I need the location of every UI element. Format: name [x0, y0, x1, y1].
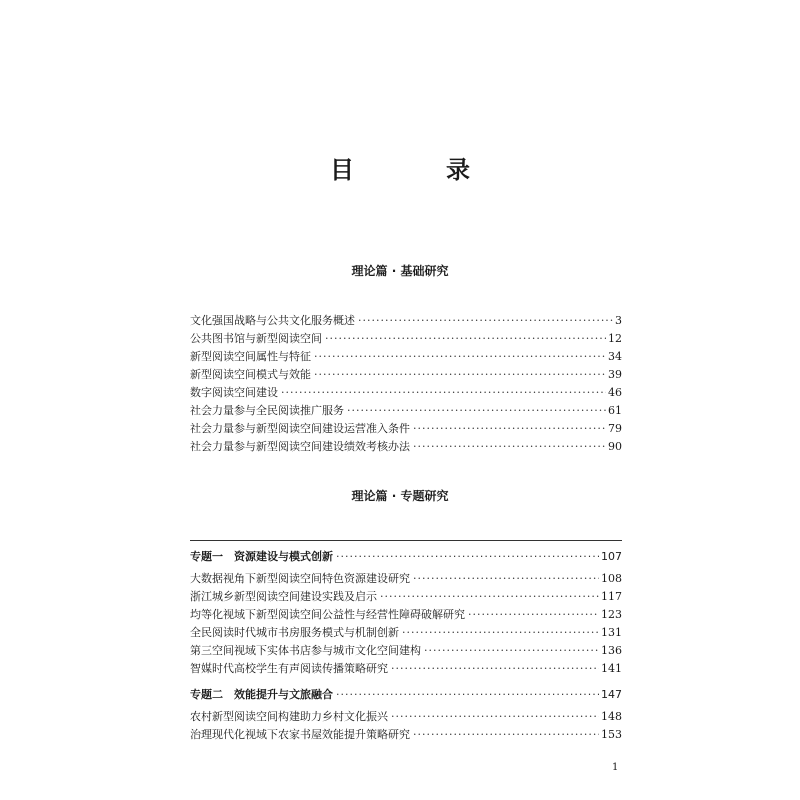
leader-dots	[413, 422, 606, 436]
leader-dots	[380, 590, 599, 604]
toc-entry-page: 61	[608, 404, 622, 417]
toc-entry[interactable]	[190, 640, 622, 658]
toc-topic-title: 专题二 效能提升与文旅融合	[190, 688, 333, 701]
toc-entry-page: 117	[601, 590, 622, 603]
toc-entry[interactable]	[190, 346, 622, 364]
leader-dots	[402, 626, 599, 640]
toc-entry-title: 浙江城乡新型阅读空间建设实践及启示	[190, 590, 377, 603]
leader-dots	[314, 350, 606, 364]
toc-entry-title: 新型阅读空间属性与特征	[190, 350, 311, 363]
toc-topic-heading[interactable]	[190, 546, 622, 564]
leader-dots	[347, 404, 606, 418]
toc-entry[interactable]	[190, 604, 622, 622]
toc-entry-page: 39	[608, 368, 622, 381]
leader-dots	[413, 572, 599, 586]
toc-topic-heading[interactable]	[190, 684, 622, 702]
toc-entry-page: 123	[601, 608, 622, 621]
leader-dots	[413, 440, 606, 454]
toc-entry-title: 智媒时代高校学生有声阅读传播策略研究	[190, 662, 388, 675]
toc-entry[interactable]	[190, 310, 622, 328]
toc-entry-title: 新型阅读空间模式与效能	[190, 368, 311, 381]
toc-entry-title: 农村新型阅读空间构建助力乡村文化振兴	[190, 710, 388, 723]
toc-entry-page: 148	[601, 710, 622, 723]
toc-entry-title: 公共图书馆与新型阅读空间	[190, 332, 322, 345]
leader-dots	[314, 368, 606, 382]
toc-entry-title: 大数据视角下新型阅读空间特色资源建设研究	[190, 572, 410, 585]
leader-dots	[281, 386, 606, 400]
toc-entry-page: 108	[601, 572, 622, 585]
page-title: 目 录	[330, 155, 504, 184]
leader-dots	[336, 688, 599, 702]
toc-entry[interactable]	[190, 706, 622, 724]
toc-entry[interactable]	[190, 400, 622, 418]
leader-dots	[336, 550, 599, 564]
leader-dots	[468, 608, 599, 622]
toc-entry-page: 131	[601, 626, 622, 639]
toc-topic-title: 专题一 资源建设与模式创新	[190, 550, 333, 563]
leader-dots	[391, 662, 599, 676]
toc-entry-title: 第三空间视域下实体书店参与城市文化空间建构	[190, 644, 421, 657]
toc-entry[interactable]	[190, 418, 622, 436]
toc-entry[interactable]	[190, 622, 622, 640]
toc-entry[interactable]	[190, 328, 622, 346]
toc-entry-title: 均等化视域下新型阅读空间公益性与经营性障碍破解研究	[190, 608, 465, 621]
leader-dots	[325, 332, 606, 346]
toc-entry-page: 34	[608, 350, 622, 363]
toc-topics-list	[190, 546, 622, 742]
toc-entry-title: 文化强国战略与公共文化服务概述	[190, 314, 355, 327]
toc-entry[interactable]	[190, 586, 622, 604]
toc-entry-page: 79	[608, 422, 622, 435]
toc-entry-page: 3	[615, 314, 622, 327]
toc-entry[interactable]	[190, 724, 622, 742]
toc-basic-list	[190, 310, 622, 454]
toc-entry-title: 治理现代化视域下农家书屋效能提升策略研究	[190, 728, 410, 741]
toc-entry-title: 社会力量参与新型阅读空间建设绩效考核办法	[190, 440, 410, 453]
toc-entry-title: 社会力量参与全民阅读推广服务	[190, 404, 344, 417]
leader-dots	[358, 314, 613, 328]
leader-dots	[391, 710, 599, 724]
page-number: 1	[612, 762, 619, 773]
leader-dots	[413, 728, 599, 742]
section-heading-topics: 理论篇 · 专题研究	[351, 489, 449, 503]
toc-entry-page: 141	[601, 662, 622, 675]
section-heading-basic: 理论篇 · 基础研究	[351, 264, 449, 278]
toc-entry[interactable]	[190, 382, 622, 400]
toc-entry[interactable]	[190, 364, 622, 382]
toc-entry-page: 136	[601, 644, 622, 657]
toc-entry-title: 数字阅读空间建设	[190, 386, 278, 399]
toc-entry-page: 46	[608, 386, 622, 399]
toc-entry[interactable]	[190, 568, 622, 586]
toc-entry-page: 107	[601, 550, 622, 563]
toc-entry-page: 12	[608, 332, 622, 345]
toc-entry-title: 全民阅读时代城市书房服务模式与机制创新	[190, 626, 399, 639]
toc-entry[interactable]	[190, 436, 622, 454]
leader-dots	[424, 644, 599, 658]
toc-entry[interactable]	[190, 658, 622, 676]
toc-entry-page: 153	[601, 728, 622, 741]
divider	[190, 540, 622, 541]
toc-entry-title: 社会力量参与新型阅读空间建设运营准入条件	[190, 422, 410, 435]
toc-entry-page: 90	[608, 440, 622, 453]
toc-entry-page: 147	[601, 688, 622, 701]
